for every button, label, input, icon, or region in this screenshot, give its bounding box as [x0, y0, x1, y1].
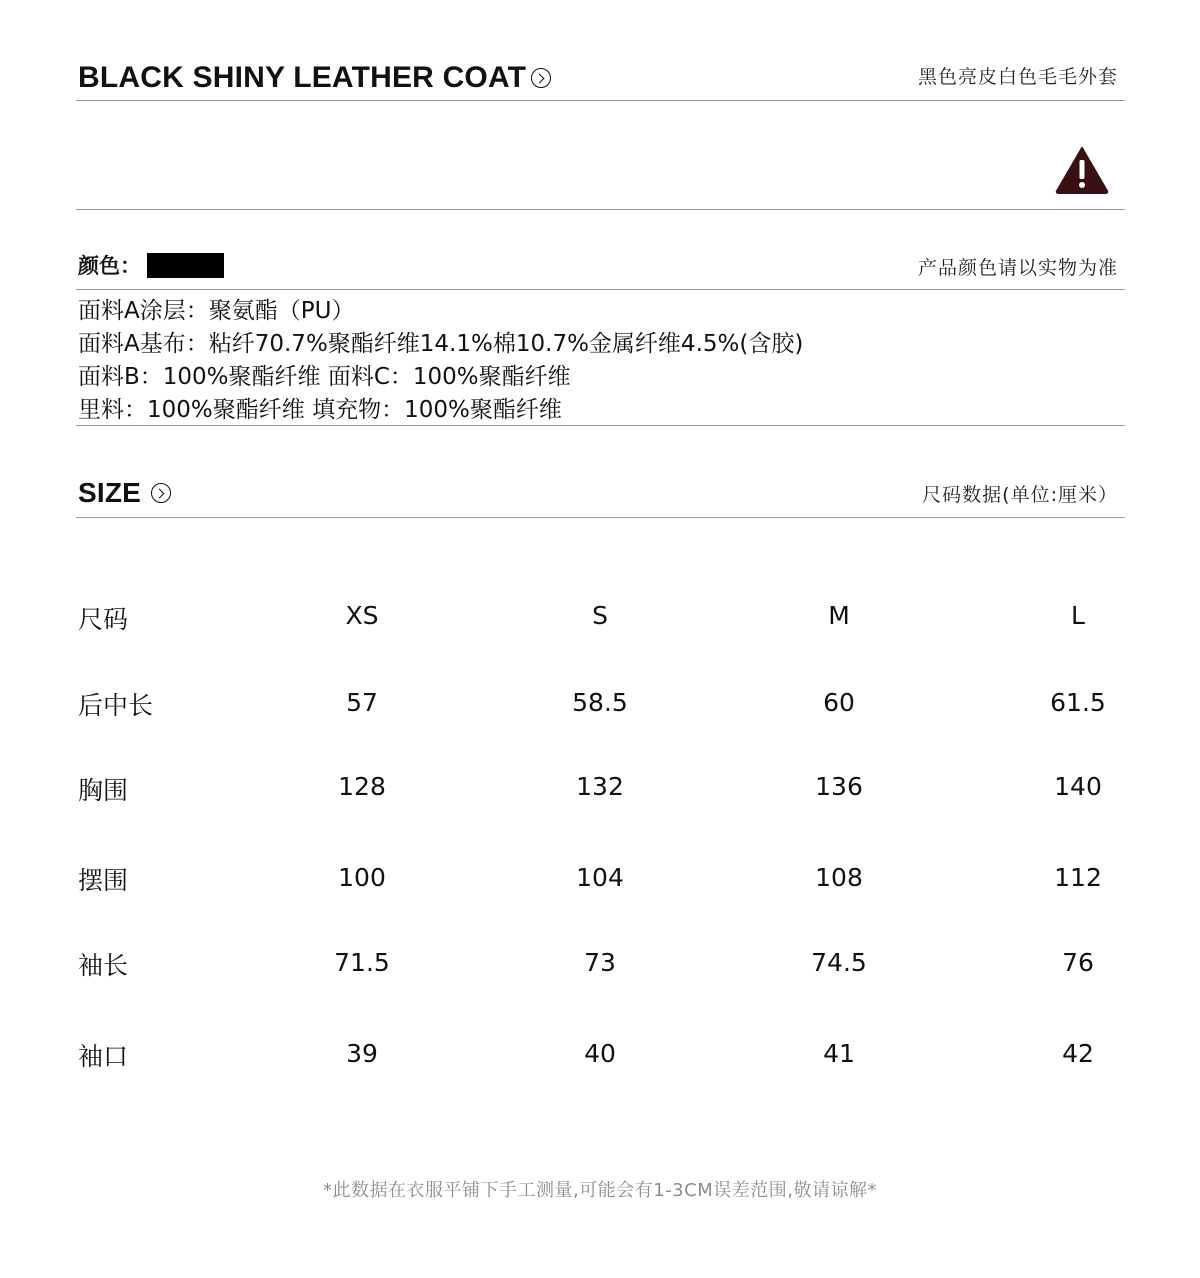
table-row-label: 胸围	[78, 776, 129, 805]
size-table-header-cell: M	[828, 601, 850, 630]
table-cell: 60	[823, 688, 855, 717]
table-row-label: 袖长	[78, 951, 129, 980]
product-title: BLACK SHINY LEATHER COAT	[78, 61, 527, 94]
size-table-header-cell: S	[592, 601, 608, 630]
table-cell: 58.5	[572, 688, 628, 717]
table-cell: 41	[823, 1039, 855, 1068]
table-cell: 42	[1062, 1039, 1094, 1068]
size-unit-note: 尺码数据(单位:厘米）	[922, 484, 1118, 506]
table-cell: 74.5	[811, 948, 867, 977]
table-row-label: 后中长	[78, 691, 154, 720]
table-cell: 40	[584, 1039, 616, 1068]
table-cell: 132	[576, 772, 624, 801]
table-cell: 112	[1054, 863, 1102, 892]
divider	[76, 289, 1125, 290]
divider	[76, 517, 1125, 518]
material-line: 面料A基布：粘纤70.7%聚酯纤维14.1%棉10.7%金属纤维4.5%(含胶)	[78, 331, 804, 357]
material-line: 面料B：100%聚酯纤维 面料C：100%聚酯纤维	[78, 364, 571, 390]
table-cell: 57	[346, 688, 378, 717]
product-subtitle-cn: 黑色亮皮白色毛毛外套	[917, 66, 1118, 88]
material-line: 面料A涂层：聚氨酯（PU）	[78, 298, 355, 324]
warning-triangle-icon	[1055, 146, 1109, 194]
table-cell: 71.5	[334, 948, 390, 977]
material-line: 里料：100%聚酯纤维 填充物：100%聚酯纤维	[78, 397, 562, 423]
table-cell: 73	[584, 948, 616, 977]
table-row-label: 袖口	[78, 1042, 129, 1071]
size-title: SIZE	[78, 477, 142, 508]
color-label: 颜色：	[78, 254, 141, 278]
size-table-header-cell: L	[1071, 601, 1085, 630]
table-cell: 140	[1054, 772, 1102, 801]
table-cell: 104	[576, 863, 624, 892]
color-note: 产品颜色请以实物为准	[917, 257, 1118, 279]
size-table-header-cell: XS	[345, 601, 379, 630]
table-cell: 61.5	[1050, 688, 1106, 717]
divider	[76, 209, 1125, 210]
size-title-row	[78, 476, 171, 510]
measurement-footnote: *此数据在衣服平铺下手工测量,可能会有1-3CM误差范围,敬请谅解*	[323, 1180, 877, 1201]
color-swatch	[147, 253, 224, 278]
divider	[76, 100, 1125, 101]
table-cell: 108	[815, 863, 863, 892]
table-cell: 39	[346, 1039, 378, 1068]
product-title-row	[78, 58, 551, 98]
size-table-header-label: 尺码	[78, 605, 129, 634]
chevron-right-circle-icon	[151, 483, 171, 503]
table-cell: 76	[1062, 948, 1094, 977]
table-cell: 128	[338, 772, 386, 801]
table-row-label: 摆围	[78, 866, 129, 895]
chevron-right-circle-icon	[531, 68, 551, 88]
color-row	[78, 250, 224, 280]
divider	[76, 425, 1125, 426]
table-cell: 100	[338, 863, 386, 892]
table-cell: 136	[815, 772, 863, 801]
